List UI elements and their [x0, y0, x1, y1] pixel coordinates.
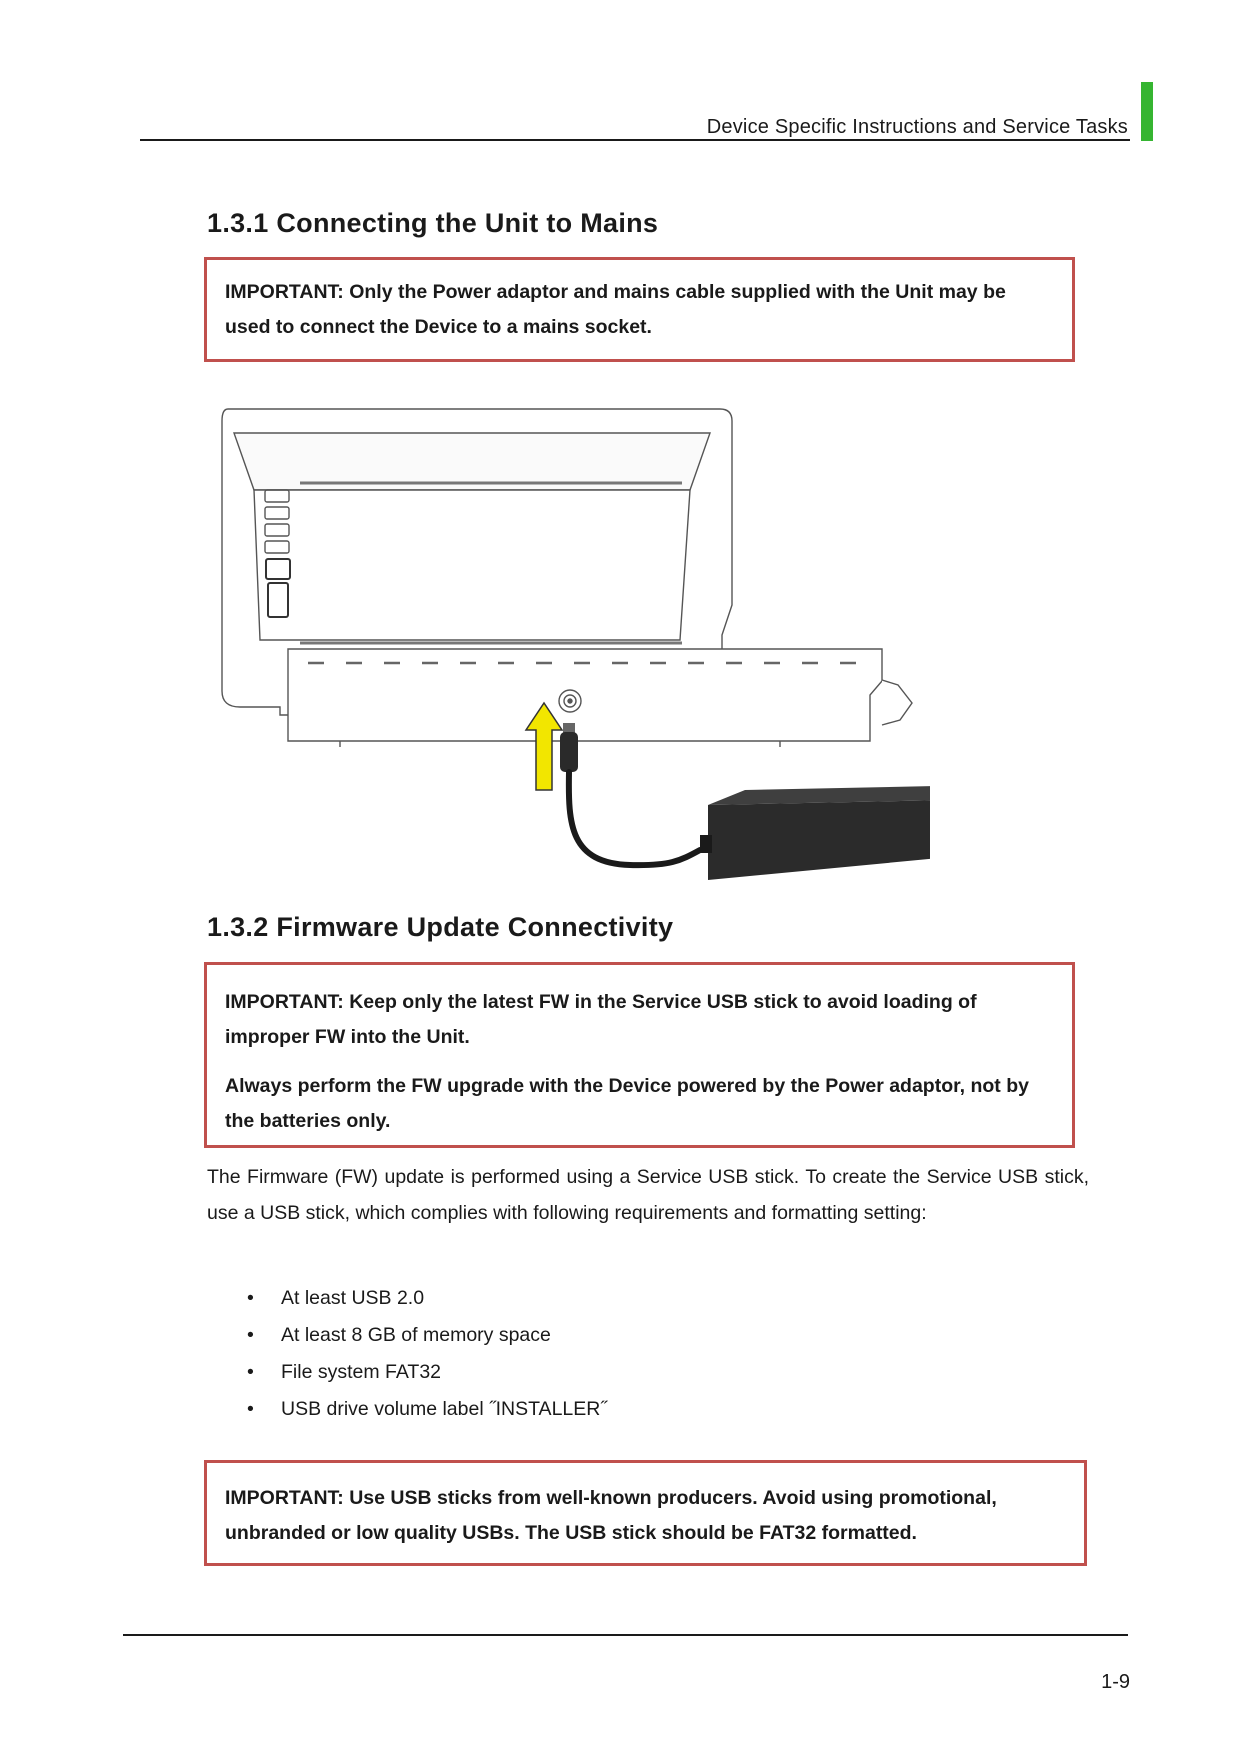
bullet-icon: •: [247, 1398, 254, 1420]
page-number: 1-9: [1101, 1671, 1130, 1693]
warning-text: IMPORTANT: Keep only the latest FW in the Service USB stick to avoid loading of improper FW into the Unit.: [225, 991, 977, 1048]
warning-box-firmware: [204, 962, 1075, 1148]
dc-cable: [569, 772, 700, 865]
warning-text: IMPORTANT: Use USB sticks from well-known producers. Avoid using promotional, unbranded or low quality USBs. The USB stick should be FAT32 formatted.: [225, 1487, 997, 1544]
bullet-icon: •: [247, 1287, 254, 1309]
list-item: • At least USB 2.0: [245, 1280, 607, 1317]
header-rule: [140, 139, 1130, 141]
mains-connection-illustration: [210, 395, 930, 885]
running-header: Device Specific Instructions and Service Tasks: [706, 116, 1128, 138]
warning-text: Always perform the FW upgrade with the Device powered by the Power adaptor, not by the batteries only.: [225, 1075, 1029, 1132]
warning-box-mains: [204, 257, 1075, 362]
bullet-icon: •: [247, 1324, 254, 1346]
list-item: • File system FAT32: [245, 1354, 607, 1391]
device-rear-panel-icon: [222, 409, 912, 747]
warning-text: IMPORTANT: Only the Power adaptor and mains cable supplied with the Unit may be used to connect the Device to a mains socket.: [225, 281, 1006, 338]
firmware-body-paragraph: The Firmware (FW) update is performed using a Service USB stick. To create the Service USB stick, use a USB stick, which complies with following requirements and formatting setting:: [207, 1166, 1089, 1224]
header-accent-bar: [1141, 82, 1153, 141]
footer-rule: [123, 1634, 1128, 1636]
section-title-firmware: 1.3.2 Firmware Update Connectivity: [207, 912, 674, 942]
power-adaptor-brick-icon: [700, 785, 930, 880]
requirements-list: [245, 1280, 607, 1428]
list-item: • At least 8 GB of memory space: [245, 1317, 607, 1354]
list-item: • USB drive volume label ˝INSTALLER˝: [245, 1391, 607, 1428]
bullet-icon: •: [247, 1361, 254, 1383]
warning-box-usb: [204, 1460, 1087, 1566]
section-title-mains: 1.3.1 Connecting the Unit to Mains: [207, 208, 659, 238]
